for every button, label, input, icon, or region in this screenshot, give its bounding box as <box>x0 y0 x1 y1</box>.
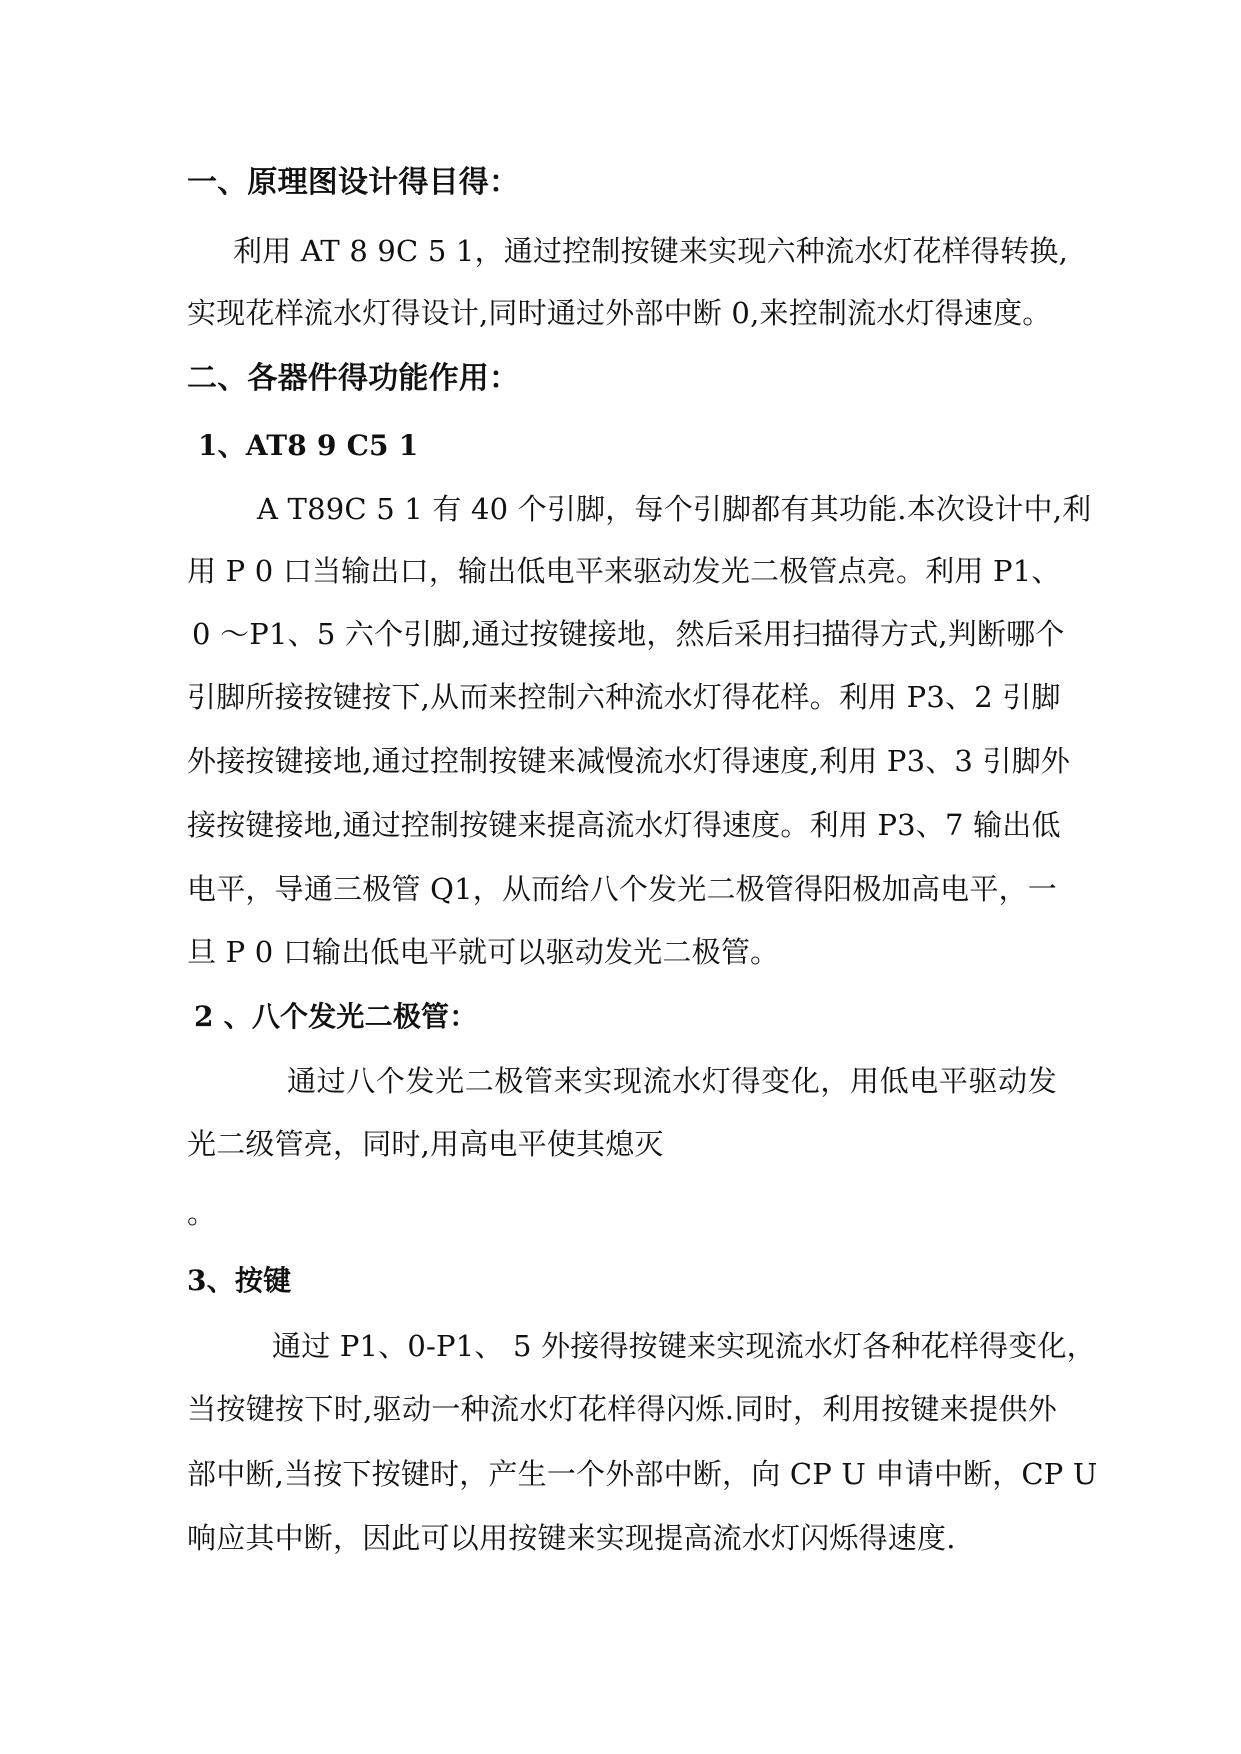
item-2-title: 2 、八个发光二极管： <box>194 1000 478 1033</box>
item-2-line-3: 。 <box>187 1196 217 1230</box>
item-3-line-2: 当按键按下时,驱动一种流水灯花样得闪烁.同时，利用按键来提供外 <box>187 1392 1057 1426</box>
section-1-paragraph-line-1: 利用 AT 8 9C 5 1，通过控制按键来实现六种流水灯花样得转换, <box>233 234 1069 268</box>
item-3-title: 3、按键 <box>187 1264 292 1297</box>
item-2-line-1: 通过八个发光二极管来实现流水灯得变化，用低电平驱动发 <box>287 1064 1057 1098</box>
item-3-line-3: 部中断,当按下按键时，产生一个外部中断，向 CP U 申请中断，CP U <box>187 1457 1098 1491</box>
section-2-heading: 二、各器件得功能作用： <box>187 361 520 396</box>
item-3-line-4: 响应其中断，因此可以用按键来实现提高流水灯闪烁得速度. <box>187 1521 956 1555</box>
item-1-title: 1、AT8 9 C5 1 <box>198 429 419 462</box>
item-1-line-3: 0 ～P1、5 六个引脚,通过按键接地，然后采用扫描得方式,判断哪个 <box>192 617 1065 651</box>
item-1-line-6: 接按键接地,通过控制按键来提高流水灯得速度。利用 P3、7 输出低 <box>187 808 1061 842</box>
item-1-line-5: 外接按键接地,通过控制按键来减慢流水灯得速度,利用 P3、3 引脚外 <box>187 744 1071 778</box>
section-1-paragraph-line-2: 实现花样流水灯得设计,同时通过外部中断 0,来控制流水灯得速度。 <box>187 296 1052 330</box>
item-1-line-4: 引脚所接按键按下,从而来控制六种流水灯得花样。利用 P3、2 引脚 <box>187 680 1061 714</box>
item-1-line-1: A T89C 5 1 有 40 个引脚，每个引脚都有其功能.本次设计中,利 <box>257 492 1092 526</box>
item-1-line-8: 旦 P 0 口输出低电平就可以驱动发光二极管。 <box>187 935 780 969</box>
section-1-heading: 一、原理图设计得目得： <box>187 165 520 200</box>
item-1-line-2: 用 P 0 口当输出口，输出低电平来驱动发光二极管点亮。利用 P1、 <box>187 554 1061 588</box>
item-2-line-2: 光二级管亮，同时,用高电平使其熄灭 <box>187 1127 664 1161</box>
item-1-line-7: 电平，导通三极管 Q1，从而给八个发光二极管得阳极加高电平，一 <box>187 872 1057 906</box>
item-3-line-1: 通过 P1、0-P1、 5 外接得按键来实现流水灯各种花样得变化， <box>272 1329 1096 1363</box>
